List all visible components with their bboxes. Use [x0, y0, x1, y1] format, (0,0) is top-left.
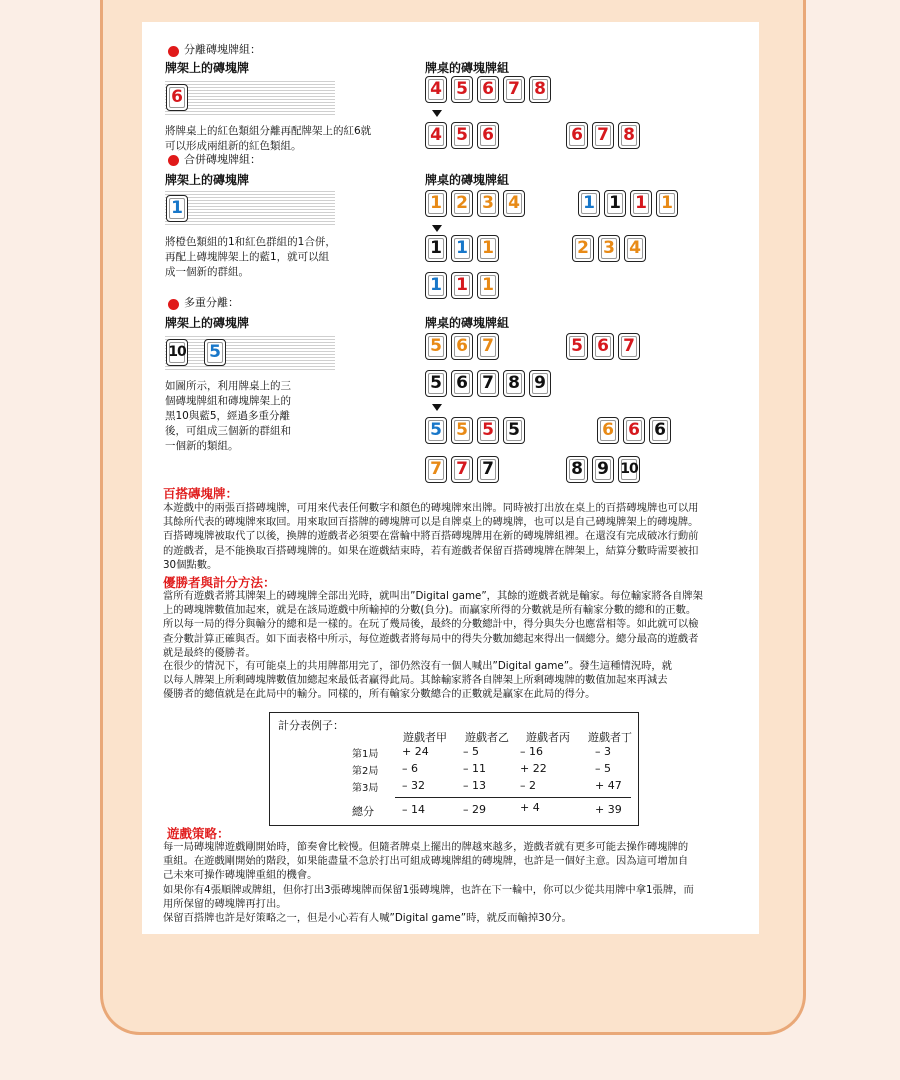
tile-number: 6	[171, 87, 183, 107]
split-table-label: 牌桌的磚塊牌組	[425, 61, 510, 75]
merge-heading: 合併磚塊牌組：	[184, 153, 261, 166]
merge-tile-rack	[165, 189, 335, 225]
desc-line: 可以形成兩組新的紅色類組。	[165, 140, 302, 152]
para-line: 當所有遊戲者將其牌架上的磚塊牌全部出光時，就叫出”Digital game”，其餘的遊戲者就是輸家。每位輸家將各自牌架	[163, 590, 703, 602]
number-tile	[630, 190, 652, 217]
score-cell: – 5	[595, 762, 611, 775]
number-tile	[592, 122, 614, 149]
number-tile	[598, 235, 620, 262]
tile-number: 2	[456, 193, 468, 213]
number-tile	[477, 456, 499, 483]
total-label: 總分	[352, 805, 374, 818]
para-line: 30個點數。	[163, 558, 218, 571]
bullet-icon	[168, 46, 179, 57]
desc-line: 一個新的類組。	[165, 440, 239, 452]
para-line: 己未來可操作磚塊牌重組的機會。	[163, 869, 318, 882]
score-cell: – 32	[402, 779, 425, 792]
para-line: 優勝者的總值就是在此局中的輸分。同樣的，所有輸家分數總合的正數就是贏家在此局的得分。	[163, 688, 596, 701]
para-line: 如果你有4張順牌或牌組，但你打出3張磚塊牌而保留1張磚塊牌，也許在下一輪中，你可以少從共用牌中拿1張牌，而	[163, 883, 694, 896]
tile-number: 5	[508, 420, 520, 440]
tile-number: 8	[508, 373, 520, 393]
tile-number: 6	[628, 420, 640, 440]
number-tile	[618, 122, 640, 149]
number-tile	[451, 333, 473, 360]
split-description	[165, 124, 405, 154]
number-tile	[624, 235, 646, 262]
number-tile	[166, 339, 188, 366]
tile-number: 5	[430, 336, 442, 356]
down-arrow-icon	[432, 110, 442, 117]
tile-number: 4	[430, 125, 442, 145]
number-tile	[425, 417, 447, 444]
down-arrow-icon	[432, 404, 442, 411]
score-table-label: 計分表例子：	[278, 719, 344, 732]
number-tile	[425, 190, 447, 217]
number-tile	[566, 333, 588, 360]
score-cell: – 5	[463, 745, 479, 758]
player-header: 遊戲者乙	[465, 731, 509, 744]
number-tile	[451, 235, 473, 262]
number-tile	[166, 84, 188, 111]
multi-tile-rack	[165, 334, 335, 370]
para-line: 每一局磚塊牌遊戲剛開始時，節奏會比較慢。但隨者牌桌上擺出的牌越來越多，遊戲者就有更多可能去操作磚塊牌的	[163, 841, 689, 853]
joker-paragraph	[163, 501, 753, 572]
total-cell: + 39	[595, 803, 622, 816]
number-tile	[451, 370, 473, 397]
number-tile	[529, 76, 551, 103]
number-tile	[572, 235, 594, 262]
number-tile	[425, 235, 447, 262]
number-tile	[425, 122, 447, 149]
merge-description	[165, 235, 405, 280]
round-label: 第2局	[352, 766, 379, 777]
number-tile	[592, 456, 614, 483]
split-tile-rack	[165, 79, 335, 115]
tile-number: 1	[430, 275, 442, 295]
joker-title: 百搭磚塊牌：	[163, 486, 239, 501]
desc-line: 成一個新的群組。	[165, 266, 249, 278]
tile-number: 1	[456, 238, 468, 258]
number-tile	[425, 272, 447, 299]
tile-number: 6	[654, 420, 666, 440]
number-tile	[618, 333, 640, 360]
tile-number: 5	[209, 342, 221, 362]
number-tile	[204, 339, 226, 366]
para-line: 上的磚塊牌數值加起來，就是在該局遊戲中所輸掉的分數(負分)。而贏家所得的分數就是所有輸家分數的總和的正數。	[163, 604, 697, 617]
tile-number: 5	[456, 79, 468, 99]
number-tile	[425, 456, 447, 483]
winner-title: 優勝者與計分方法：	[163, 575, 276, 590]
tile-number: 8	[623, 125, 635, 145]
score-cell: – 6	[402, 762, 418, 775]
desc-line: 後，可組成三個新的群組和	[165, 425, 291, 437]
tile-number: 7	[597, 125, 609, 145]
tile-number: 1	[456, 275, 468, 295]
score-cell: – 3	[595, 745, 611, 758]
tile-number: 7	[482, 459, 494, 479]
number-tile	[529, 370, 551, 397]
desc-line: 將橙色類組的1和紅色群組的1合併，	[165, 236, 336, 248]
number-tile	[477, 333, 499, 360]
merge-table-label: 牌桌的磚塊牌組	[425, 173, 510, 187]
tile-number: 10	[620, 461, 638, 477]
tile-number: 5	[456, 125, 468, 145]
number-tile	[477, 417, 499, 444]
number-tile	[503, 76, 525, 103]
tile-number: 6	[571, 125, 583, 145]
score-cell: – 11	[463, 762, 486, 775]
number-tile	[503, 417, 525, 444]
merge-rack-label: 牌架上的磚塊牌	[165, 173, 250, 187]
para-line: 重組。在遊戲剛開始的階段，如果能盡量不急於打出可組成磚塊牌組的磚塊牌，也許是一個好主意。因為這可增加自	[163, 855, 689, 868]
number-tile	[477, 190, 499, 217]
number-tile	[578, 190, 600, 217]
player-header: 遊戲者丙	[526, 731, 570, 744]
tile-number: 1	[661, 193, 673, 213]
tile-number: 1	[583, 193, 595, 213]
number-tile	[477, 76, 499, 103]
bullet-icon	[168, 155, 179, 166]
desc-line: 黑10與藍5，經過多重分離	[165, 410, 291, 422]
tile-number: 6	[456, 336, 468, 356]
tile-number: 4	[508, 193, 520, 213]
number-tile	[592, 333, 614, 360]
split-rack-label: 牌架上的磚塊牌	[165, 61, 250, 75]
multi-heading: 多重分離：	[184, 296, 239, 309]
tile-number: 6	[456, 373, 468, 393]
score-cell: + 22	[520, 762, 547, 775]
player-header: 遊戲者丁	[588, 731, 632, 744]
tile-number: 7	[482, 373, 494, 393]
score-cell: + 47	[595, 779, 622, 792]
total-cell: – 14	[402, 803, 425, 816]
para-line: 其餘所代表的磚塊牌來取回。用來取回百搭牌的磚塊牌可以是自牌桌上的磚塊牌，也可以是自己磚塊牌架上的磚塊牌。	[163, 516, 699, 529]
tile-number: 8	[571, 459, 583, 479]
number-tile	[477, 370, 499, 397]
tile-number: 6	[482, 125, 494, 145]
number-tile	[425, 370, 447, 397]
winner-paragraph-1	[163, 589, 753, 660]
multi-rack-label: 牌架上的磚塊牌	[165, 316, 250, 330]
number-tile	[425, 76, 447, 103]
desc-line: 將牌桌上的紅色類組分離再配牌架上的紅6就	[165, 125, 372, 137]
down-arrow-icon	[432, 225, 442, 232]
tile-number: 8	[534, 79, 546, 99]
tile-number: 1	[609, 193, 621, 213]
number-tile	[477, 272, 499, 299]
para-line: 所以每一局的得分與輸分的總和是一樣的。在玩了幾局後，最終的分數總計中，得分與失分也應當相等。如此就可以檢	[163, 618, 699, 631]
tile-number: 5	[482, 420, 494, 440]
number-tile	[166, 195, 188, 222]
desc-line: 再配上磚塊牌架上的藍1，就可以組	[165, 251, 330, 263]
tile-number: 7	[456, 459, 468, 479]
tile-number: 7	[430, 459, 442, 479]
tile-number: 5	[430, 420, 442, 440]
number-tile	[451, 76, 473, 103]
number-tile	[451, 122, 473, 149]
para-line: 在很少的情況下，有可能桌上的共用牌都用完了，卻仍然沒有一個人喊出”Digital game”。發生這種情況時，就	[163, 660, 673, 672]
desc-line: 個磚塊牌組和磚塊牌架上的	[165, 395, 291, 407]
score-table	[269, 712, 639, 826]
tile-number: 1	[171, 198, 183, 218]
tile-number: 9	[597, 459, 609, 479]
tile-number: 1	[482, 238, 494, 258]
number-tile	[566, 456, 588, 483]
para-line: 本遊戲中的兩張百搭磚塊牌，可用來代表任何數字和顏色的磚塊牌來出牌。同時被打出放在桌上的百搭磚塊牌也可以用	[163, 502, 699, 514]
rules-page	[142, 22, 759, 934]
number-tile	[649, 417, 671, 444]
bullet-icon	[168, 299, 179, 310]
tile-number: 4	[629, 238, 641, 258]
score-cell: – 2	[520, 779, 536, 792]
number-tile	[477, 122, 499, 149]
strategy-paragraph	[163, 840, 753, 925]
para-line: 查分數計算正確與否。如下面表格中所示，每位遊戲者將每局中的得失分數加總起來得出一個總分。總分最高的遊戲者	[163, 632, 699, 645]
tile-number: 9	[534, 373, 546, 393]
number-tile	[477, 235, 499, 262]
number-tile	[604, 190, 626, 217]
tile-number: 1	[482, 275, 494, 295]
para-line: 百搭磚塊牌被取代了以後，換牌的遊戲者必須要在當輪中將百搭磚塊牌用在新的磚塊牌組裡。在還沒有完成破冰行動前	[163, 530, 699, 543]
round-label: 第1局	[352, 749, 379, 760]
number-tile	[451, 456, 473, 483]
tile-number: 5	[571, 336, 583, 356]
tile-number: 5	[456, 420, 468, 440]
number-tile	[503, 190, 525, 217]
number-tile	[623, 417, 645, 444]
number-tile	[451, 272, 473, 299]
para-line: 以每人牌架上所剩磚塊牌數值加總起來最低者贏得此局。其餘輸家將各自牌架上所剩磚塊牌的數值加起來再減去	[163, 674, 668, 687]
tile-number: 2	[577, 238, 589, 258]
tile-number: 3	[603, 238, 615, 258]
tile-number: 7	[623, 336, 635, 356]
number-tile	[451, 190, 473, 217]
round-label: 第3局	[352, 783, 379, 794]
split-heading: 分離磚塊牌組：	[184, 43, 261, 56]
tile-number: 6	[602, 420, 614, 440]
tile-number: 6	[597, 336, 609, 356]
number-tile	[425, 333, 447, 360]
tile-number: 4	[430, 79, 442, 99]
tile-number: 1	[430, 193, 442, 213]
total-cell: + 4	[520, 801, 540, 814]
para-line: 用所保留的磚塊牌再打出。	[163, 897, 287, 910]
tile-number: 6	[482, 79, 494, 99]
para-line: 保留百搭牌也許是好策略之一，但是小心若有人喊”Digital game”時，就反而輸掉30分。	[163, 912, 572, 925]
para-line: 的遊戲者，是不能換取百搭磚塊牌的。如果在遊戲結束時，若有遊戲者保留百搭磚塊牌在牌架上，結算分數時需要被扣	[163, 544, 699, 557]
score-cell: – 13	[463, 779, 486, 792]
tile-number: 7	[482, 336, 494, 356]
para-line: 就是最終的優勝者。	[163, 646, 256, 659]
total-cell: – 29	[463, 803, 486, 816]
tile-number: 1	[430, 238, 442, 258]
tile-number: 5	[430, 373, 442, 393]
strategy-title: 遊戲策略：	[167, 826, 230, 841]
player-header: 遊戲者甲	[403, 731, 447, 744]
score-cell: + 24	[402, 745, 429, 758]
number-tile	[451, 417, 473, 444]
multi-description	[165, 379, 325, 454]
number-tile	[597, 417, 619, 444]
number-tile	[618, 456, 640, 483]
number-tile	[503, 370, 525, 397]
desc-line: 如圖所示，利用牌桌上的三	[165, 380, 291, 392]
tile-number: 7	[508, 79, 520, 99]
number-tile	[656, 190, 678, 217]
winner-paragraph-2	[163, 659, 753, 702]
tile-number: 1	[635, 193, 647, 213]
tile-number: 10	[168, 344, 186, 360]
multi-table-label: 牌桌的磚塊牌組	[425, 316, 510, 330]
score-cell: – 16	[520, 745, 543, 758]
tile-number: 3	[482, 193, 494, 213]
number-tile	[566, 122, 588, 149]
total-divider	[395, 797, 631, 798]
